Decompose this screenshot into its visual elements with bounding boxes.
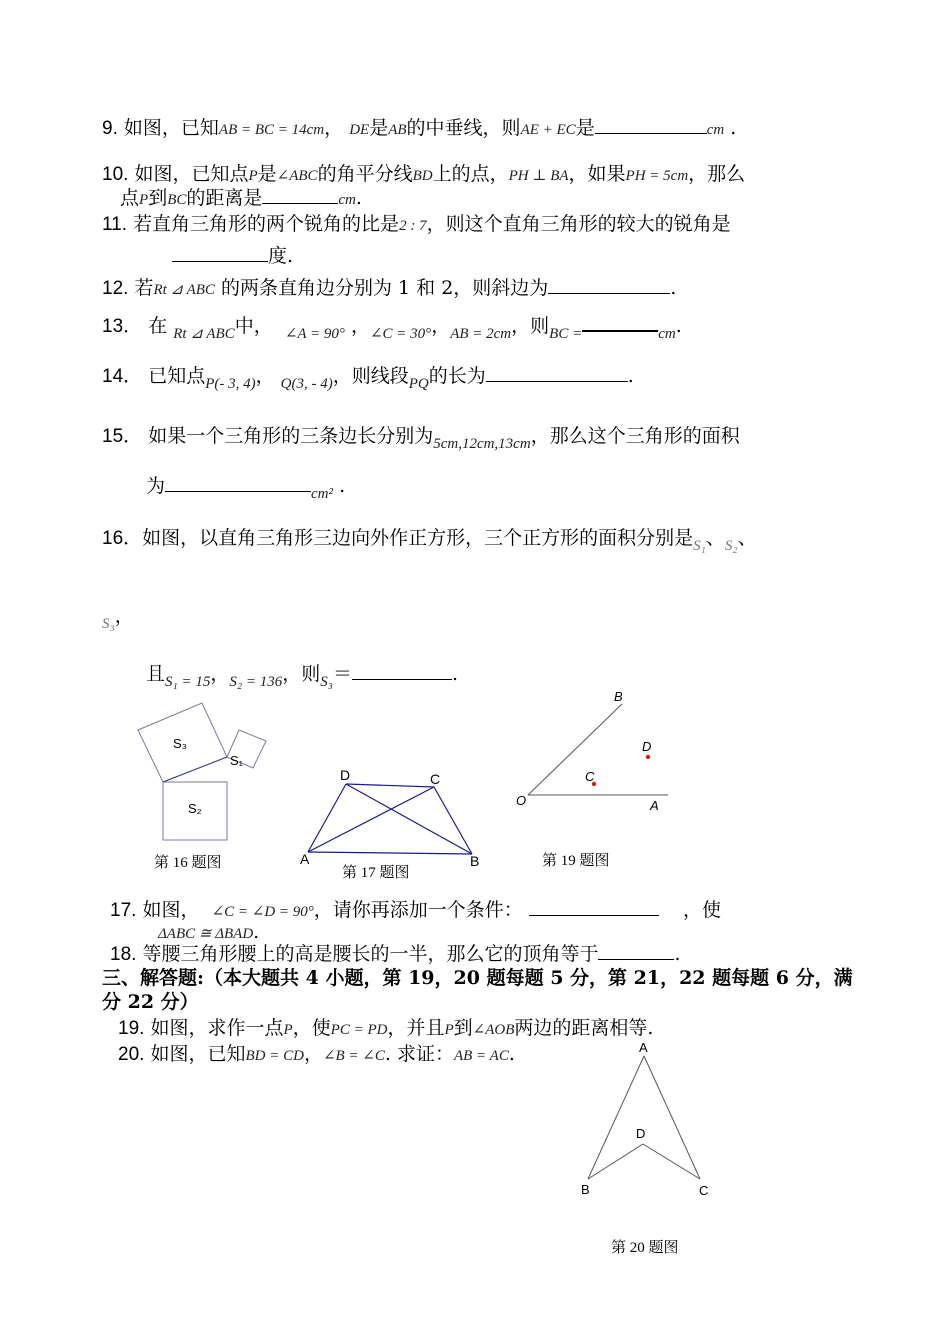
math-expr: BC = xyxy=(549,326,583,342)
question-number: 16． xyxy=(102,528,143,549)
math-expr: BD = CD xyxy=(245,1048,304,1064)
question-text: 到 xyxy=(453,1017,473,1039)
segment-ab xyxy=(308,852,472,854)
math-expr: BC xyxy=(167,192,187,208)
section-3-heading xyxy=(102,966,853,990)
math-expr: S₂ = 136 xyxy=(229,674,283,690)
question-text: . xyxy=(670,277,677,299)
question-text: ，并且 xyxy=(387,1017,445,1039)
math-expr: P xyxy=(283,1022,293,1038)
math-expr: P xyxy=(444,1022,454,1038)
label-b: B xyxy=(470,853,480,868)
math-expr: BD xyxy=(412,168,433,184)
question-text: 点 xyxy=(120,187,140,209)
label-b: B xyxy=(614,689,623,704)
math-expr: S₃ xyxy=(102,616,115,632)
question-text: ，使 xyxy=(292,1017,331,1039)
question-text: . xyxy=(451,663,459,685)
question-number: 18. xyxy=(110,944,137,965)
math-expr: cm xyxy=(658,326,676,342)
math-expr: cm² xyxy=(311,486,334,502)
question-text: 如图，求作一点 xyxy=(144,1017,284,1039)
point-d xyxy=(646,755,650,759)
math-expr: S₁ = 15 xyxy=(165,674,211,690)
figure-16 xyxy=(130,695,270,850)
math-expr: P xyxy=(248,168,258,184)
question-text: 的距离是 xyxy=(186,187,263,209)
question-number: 12. xyxy=(102,278,129,299)
math-expr: S₁ xyxy=(693,538,706,554)
question-10-line2 xyxy=(120,186,362,212)
question-text: 如图， xyxy=(136,899,200,921)
segment-ac xyxy=(308,787,434,852)
question-16-line3 xyxy=(146,662,458,688)
math-expr: S₃ xyxy=(320,674,333,690)
label-c: C xyxy=(430,771,441,787)
label-a: A xyxy=(639,1040,648,1055)
question-number: 11. xyxy=(102,214,128,235)
question-text: 且 xyxy=(146,663,166,685)
ray-ob xyxy=(528,704,622,795)
math-expr: ∠A = 90° xyxy=(284,326,345,342)
question-text: . 求证： xyxy=(384,1043,454,1065)
question-text: 等腰三角形腰上的高是腰长的一半，那么它的顶角等于 xyxy=(136,943,599,965)
question-9 xyxy=(102,116,736,142)
figure-16-caption: 第 16 题图 xyxy=(154,855,222,871)
question-text: ， xyxy=(210,663,230,685)
answer-blank[interactable] xyxy=(165,475,311,492)
label-b: B xyxy=(581,1182,590,1197)
question-text: ，则线段 xyxy=(332,365,409,387)
question-11-line2 xyxy=(172,244,293,268)
question-text: 为 xyxy=(146,475,166,497)
question-text: 在 xyxy=(148,315,168,337)
math-expr: PH ⊥ BA xyxy=(508,168,569,184)
math-expr: AB = BC = 14cm xyxy=(218,122,325,138)
question-text: ，那么 xyxy=(688,163,746,185)
question-text: 、 xyxy=(705,527,725,549)
answer-blank[interactable] xyxy=(548,277,670,294)
question-text: ， xyxy=(431,315,451,337)
answer-blank[interactable] xyxy=(595,117,707,134)
question-number: 9. xyxy=(102,118,118,139)
math-expr: P xyxy=(139,192,149,208)
question-text: 如图，以直角三角形三边向外作正方形，三个正方形的面积分别是 xyxy=(142,527,694,549)
question-number: 17. xyxy=(110,900,137,921)
label-s2: S₂ xyxy=(188,801,202,816)
answer-blank[interactable] xyxy=(582,320,658,332)
label-s1: S₁ xyxy=(230,753,244,768)
question-15 xyxy=(102,424,740,450)
answer-blank[interactable] xyxy=(486,365,628,382)
answer-blank[interactable] xyxy=(262,187,338,204)
question-number: 10. xyxy=(102,164,129,185)
math-expr: Q(3, - 4) xyxy=(280,376,333,392)
label-s3: S₃ xyxy=(173,736,187,751)
question-text: 是 xyxy=(369,117,389,139)
question-16 xyxy=(102,526,757,552)
segment-db xyxy=(346,784,472,854)
question-text: ，请你再添加一个条件： xyxy=(313,899,523,921)
question-20 xyxy=(118,1042,515,1068)
question-number: 13． xyxy=(102,316,143,337)
section-heading-text: 三、解答题:（本大题共 4 小题，第 19，20 题每题 5 分，第 21，22 题每题 6 分，满 xyxy=(102,967,853,989)
question-text: ，使 xyxy=(683,899,722,921)
question-text: . xyxy=(253,921,260,943)
segment-dc xyxy=(643,1144,700,1179)
question-15-line2 xyxy=(146,474,345,500)
figure-20-caption: 第 20 题图 xyxy=(611,1240,679,1256)
question-text: ，那么这个三角形的面积 xyxy=(530,425,740,447)
question-text: . xyxy=(355,187,362,209)
question-text: 两边的距离相等. xyxy=(514,1017,654,1039)
question-text: 的长为 xyxy=(428,365,486,387)
question-text: ，则这个直角三角形的较大的锐角是 xyxy=(426,213,731,235)
question-12 xyxy=(102,276,676,302)
math-expr: DE xyxy=(349,122,370,138)
question-text: ，则 xyxy=(282,663,321,685)
label-d: D xyxy=(340,767,351,783)
question-text: . xyxy=(675,315,682,337)
label-a: A xyxy=(650,798,659,813)
question-11 xyxy=(102,212,731,238)
question-text: ， xyxy=(324,117,344,139)
question-text: 上的点， xyxy=(432,163,509,185)
label-c: C xyxy=(699,1183,709,1198)
question-text: 的两条直角边分别为 1 和 2，则斜边为 xyxy=(220,277,549,299)
question-text: 如图，已知点 xyxy=(128,163,249,185)
question-text: ＝ xyxy=(332,663,352,685)
question-text: . xyxy=(730,117,737,139)
question-text: ，则 xyxy=(511,315,550,337)
question-text: 中， xyxy=(234,315,273,337)
question-text: ， xyxy=(114,605,134,627)
math-expr: P(- 3, 4) xyxy=(205,376,256,392)
question-text: . xyxy=(627,365,634,387)
question-text: 若直角三角形的两个锐角的比是 xyxy=(127,213,400,235)
section-3-heading-line2 xyxy=(102,990,199,1014)
math-expr: ∠C = ∠D = 90° xyxy=(211,904,314,920)
question-text: . xyxy=(508,1043,515,1065)
segment-ac xyxy=(644,1056,700,1179)
hypotenuse-line xyxy=(163,757,227,782)
math-expr: AB xyxy=(388,122,407,138)
answer-blank[interactable] xyxy=(598,943,674,960)
question-text: 是 xyxy=(257,163,277,185)
section-heading-text: 分 22 分） xyxy=(102,991,199,1013)
segment-dc xyxy=(346,784,434,787)
question-18 xyxy=(110,942,681,967)
answer-blank[interactable] xyxy=(529,899,659,916)
math-expr: PH = 5cm xyxy=(625,168,689,184)
figure-17 xyxy=(296,764,492,868)
math-expr: 2 : 7 xyxy=(399,218,427,234)
question-text: 是 xyxy=(575,117,595,139)
math-expr: PQ xyxy=(408,376,429,392)
question-text: 如图，已知 xyxy=(117,117,219,139)
question-text: 到 xyxy=(148,187,168,209)
math-expr: cm xyxy=(338,192,356,208)
question-16-line2 xyxy=(102,604,134,630)
math-expr: AB = 2cm xyxy=(450,326,512,342)
question-text: 已知点 xyxy=(148,365,206,387)
segment-ab xyxy=(588,1056,644,1179)
math-expr: ΔABC ≅ ΔBAD xyxy=(158,926,254,942)
question-text: 的中垂线，则 xyxy=(406,117,521,139)
answer-blank[interactable] xyxy=(172,245,268,262)
label-o: O xyxy=(516,793,527,808)
question-number: 19. xyxy=(118,1018,145,1039)
question-text: . xyxy=(339,475,346,497)
math-expr: ∠ABC xyxy=(276,168,318,184)
question-14 xyxy=(102,364,634,390)
figure-19-caption: 第 19 题图 xyxy=(542,853,610,869)
math-expr: PC = PD xyxy=(330,1022,388,1038)
question-text: ， xyxy=(350,315,370,337)
math-expr: ∠B = ∠C xyxy=(322,1048,385,1064)
math-expr: ∠C = 30° xyxy=(369,326,432,342)
question-text: 若 xyxy=(128,277,154,299)
question-text: 度. xyxy=(268,245,294,267)
math-expr: Rt ⊿ ABC xyxy=(153,282,215,298)
math-expr: AE + EC xyxy=(520,122,576,138)
question-10 xyxy=(102,162,745,188)
label-a: A xyxy=(300,851,310,867)
question-text: . xyxy=(674,943,681,965)
figure-19 xyxy=(512,686,678,816)
question-number: 20. xyxy=(118,1044,145,1065)
label-d: D xyxy=(642,739,652,754)
question-text: ， xyxy=(255,365,275,387)
question-text: 、 xyxy=(737,527,757,549)
figure-20 xyxy=(572,1036,722,1202)
label-c: C xyxy=(585,769,595,784)
math-expr: 5cm,12cm,13cm xyxy=(433,436,531,452)
math-expr: S₂ xyxy=(724,538,738,554)
question-text: 如果一个三角形的三条边长分别为 xyxy=(148,425,434,447)
question-text: 的角平分线 xyxy=(317,163,413,185)
math-expr: AB = AC xyxy=(453,1048,509,1064)
question-text: 如图，已知 xyxy=(144,1043,246,1065)
math-expr: Rt ⊿ ABC xyxy=(173,326,235,342)
figure-17-caption: 第 17 题图 xyxy=(342,865,410,881)
label-d: D xyxy=(636,1126,646,1141)
question-text: ，如果 xyxy=(568,163,626,185)
question-number: 14． xyxy=(102,366,143,387)
math-expr: ∠AOB xyxy=(472,1022,515,1038)
question-number: 15． xyxy=(102,426,143,447)
question-text: ， xyxy=(303,1043,323,1065)
math-expr: cm xyxy=(706,122,725,138)
question-13 xyxy=(102,314,682,340)
answer-blank[interactable] xyxy=(352,663,452,680)
